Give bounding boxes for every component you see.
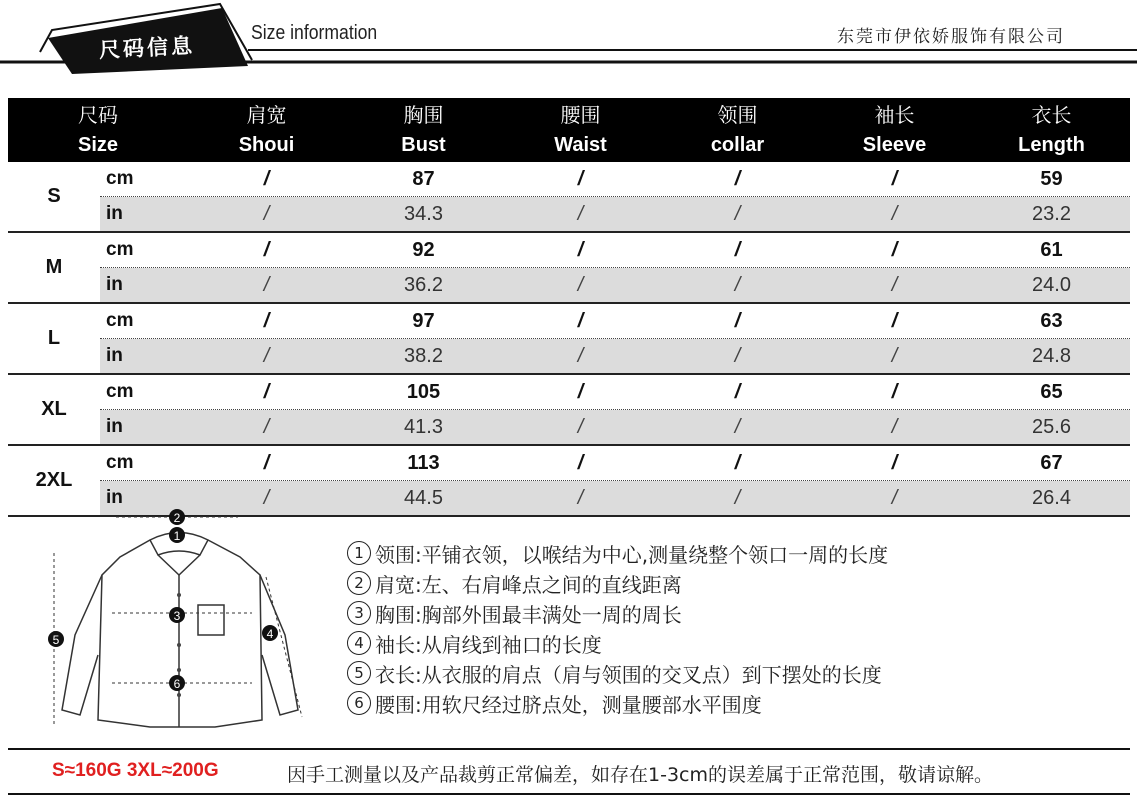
- size-label: S: [47, 185, 61, 207]
- legend-item: 4 袖长: 从肩线到袖口的长度: [347, 628, 888, 658]
- header-length: 衣长 Length: [1018, 103, 1085, 156]
- table-cell: /: [263, 486, 270, 509]
- table-cell: /: [577, 344, 584, 367]
- header-shoulder: 肩宽 Shoui: [238, 103, 295, 156]
- table-cell: /: [891, 202, 898, 225]
- table-cell: 92: [412, 238, 435, 261]
- table-cell: 23.2: [1032, 202, 1071, 225]
- table-cell: /: [263, 415, 270, 438]
- table-cell: /: [734, 486, 741, 509]
- table-body: [8, 162, 1130, 517]
- table-row: [100, 162, 1130, 197]
- table-cell: /: [891, 238, 898, 261]
- legend-item: 3 胸围: 胸部外围最丰满处一周的周长: [347, 598, 888, 628]
- table-cell: /: [891, 309, 898, 332]
- footer-divider-top: [8, 748, 1130, 750]
- table-cell: /: [577, 380, 584, 403]
- table-cell: /: [263, 344, 270, 367]
- table-cell: 87: [412, 167, 435, 190]
- table-cell: /: [734, 238, 741, 261]
- unit-label: in: [106, 274, 123, 295]
- size-group: [8, 375, 1130, 446]
- table-cell: /: [577, 486, 584, 509]
- table-cell: /: [263, 451, 270, 474]
- company-name: 东莞市伊依娇服饰有限公司: [837, 27, 1065, 47]
- svg-text:3: 3: [173, 609, 181, 623]
- table-cell: /: [577, 415, 584, 438]
- table-cell: 38.2: [404, 344, 443, 367]
- table-cell: /: [734, 202, 741, 225]
- legend-item: 2 肩宽: 左、右肩峰点之间的直线距离: [347, 568, 888, 598]
- table-cell: 59: [1040, 167, 1063, 190]
- table-cell: /: [263, 273, 270, 296]
- table-cell: 34.3: [404, 202, 443, 225]
- size-table: [8, 98, 1130, 517]
- table-row: [100, 339, 1130, 373]
- table-cell: 36.2: [404, 273, 443, 296]
- unit-label: in: [106, 203, 123, 224]
- table-cell: /: [734, 167, 741, 190]
- table-cell: 105: [406, 380, 441, 403]
- table-cell: /: [891, 167, 898, 190]
- table-cell: 24.0: [1032, 273, 1071, 296]
- svg-text:6: 6: [173, 677, 181, 691]
- table-cell: /: [891, 451, 898, 474]
- table-cell: /: [263, 309, 270, 332]
- table-row: [100, 268, 1130, 302]
- table-cell: /: [734, 344, 741, 367]
- svg-text:5: 5: [52, 633, 60, 647]
- table-cell: 63: [1040, 309, 1063, 332]
- table-cell: /: [263, 167, 270, 190]
- marker-1: [169, 527, 185, 543]
- table-cell: /: [891, 380, 898, 403]
- size-label: 2XL: [35, 469, 73, 491]
- table-cell: /: [577, 451, 584, 474]
- header-waist: 腰围 Waist: [554, 103, 607, 156]
- marker-4: [262, 625, 278, 641]
- unit-label: cm: [106, 168, 134, 189]
- header-sleeve: 袖长 Sleeve: [862, 103, 927, 156]
- svg-text:2: 2: [173, 511, 181, 525]
- table-cell: /: [891, 344, 898, 367]
- size-group: [8, 304, 1130, 375]
- measure-markers: [48, 509, 278, 691]
- header-size: 尺码 Size: [77, 103, 119, 156]
- table-cell: 113: [407, 451, 440, 474]
- svg-text:4: 4: [266, 627, 274, 641]
- table-cell: /: [734, 309, 741, 332]
- header-badge: 尺码信息: [98, 32, 196, 63]
- unit-label: in: [106, 416, 123, 437]
- table-row: [100, 375, 1130, 410]
- table-row: [100, 233, 1130, 268]
- table-cell: /: [577, 309, 584, 332]
- marker-5: [48, 631, 64, 647]
- table-row: [100, 197, 1130, 231]
- legend-item: 1 领围: 平铺衣领，以喉结为中心,测量绕整个领口一周的长度: [347, 538, 888, 568]
- table-cell: /: [891, 273, 898, 296]
- table-cell: 24.8: [1032, 344, 1071, 367]
- size-label: XL: [41, 398, 67, 420]
- marker-2: [169, 509, 185, 525]
- table-cell: 65: [1040, 380, 1063, 403]
- svg-text:1: 1: [173, 529, 181, 543]
- table-cell: 97: [412, 309, 435, 332]
- table-cell: /: [734, 451, 741, 474]
- table-row: [100, 446, 1130, 481]
- table-cell: /: [734, 273, 741, 296]
- measurement-legend: [347, 538, 888, 718]
- unit-label: cm: [106, 239, 134, 260]
- page-header: [0, 0, 1137, 80]
- size-group: [8, 162, 1130, 233]
- header-bust: 胸围 Bust: [401, 103, 446, 156]
- legend-item: 6 腰围: 用软尺经过脐点处，测量腰部水平围度: [347, 688, 888, 718]
- header-collar: 领围 collar: [710, 103, 765, 156]
- table-cell: 44.5: [404, 486, 443, 509]
- table-cell: /: [263, 380, 270, 403]
- unit-label: in: [106, 487, 123, 508]
- table-row: [100, 410, 1130, 444]
- table-cell: /: [734, 380, 741, 403]
- footer-divider-bottom: [8, 793, 1130, 795]
- table-cell: /: [263, 202, 270, 225]
- size-label: M: [45, 256, 63, 278]
- table-cell: /: [577, 202, 584, 225]
- marker-3: [169, 607, 185, 623]
- table-cell: /: [891, 415, 898, 438]
- table-cell: /: [577, 167, 584, 190]
- table-cell: /: [577, 273, 584, 296]
- unit-label: cm: [106, 452, 134, 473]
- header-subtitle: Size information: [251, 22, 378, 44]
- size-label: L: [47, 327, 61, 349]
- marker-6: [169, 675, 185, 691]
- table-cell: 41.3: [404, 415, 443, 438]
- unit-label: in: [106, 345, 123, 366]
- table-cell: 25.6: [1032, 415, 1071, 438]
- table-cell: /: [263, 238, 270, 261]
- table-cell: /: [891, 486, 898, 509]
- shirt-measurement-diagram: [40, 505, 320, 745]
- table-row: [100, 304, 1130, 339]
- table-cell: /: [734, 415, 741, 438]
- table-cell: /: [577, 238, 584, 261]
- weight-note: S≈160G 3XL≈200G: [52, 760, 219, 781]
- table-cell: 26.4: [1032, 486, 1071, 509]
- unit-label: cm: [106, 310, 134, 331]
- table-cell: 67: [1040, 451, 1063, 474]
- tolerance-note: 因手工测量以及产品裁剪正常偏差，如存在1-3cm的误差属于正常范围，敬请谅解。: [287, 764, 993, 786]
- legend-item: 5 衣长: 从衣服的肩点（肩与领围的交叉点）到下摆处的长度: [347, 658, 888, 688]
- unit-label: cm: [106, 381, 134, 402]
- table-cell: 61: [1040, 238, 1063, 261]
- size-group: [8, 233, 1130, 304]
- table-header: [8, 98, 1130, 162]
